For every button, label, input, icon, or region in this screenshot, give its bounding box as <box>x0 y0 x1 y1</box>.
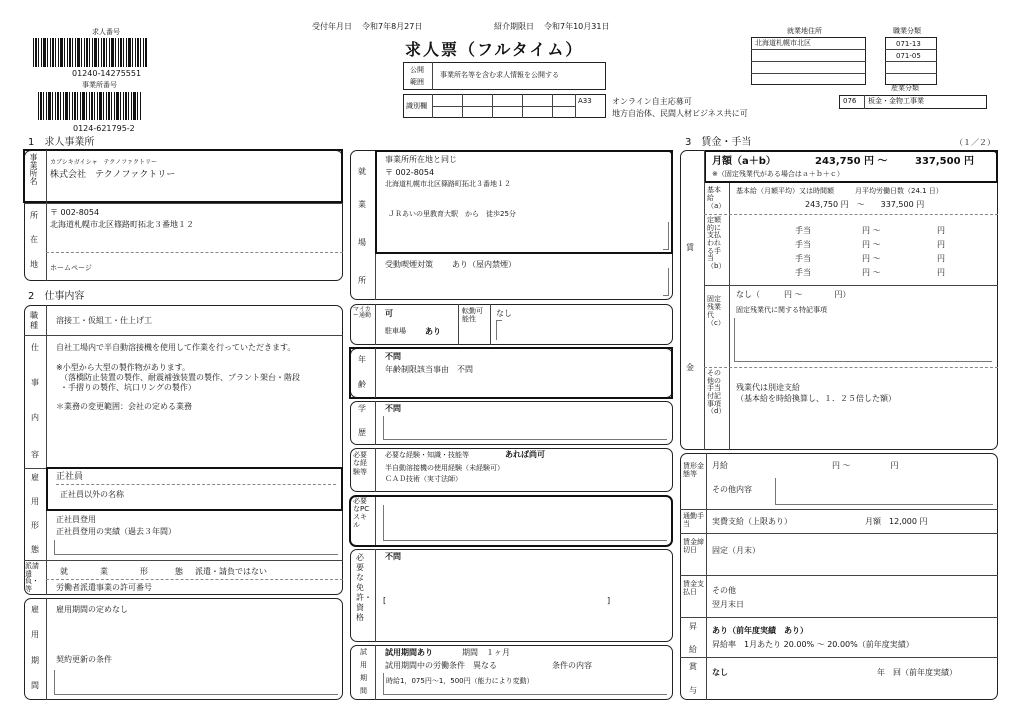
place-label-2: 業 <box>358 200 366 209</box>
trial-label-2: 用 <box>360 661 367 669</box>
trial-label-4: 間 <box>360 687 367 695</box>
raise-label-2: 給 <box>689 645 697 654</box>
allowance-2-max: 円 <box>937 240 945 249</box>
online-apply-scope: 地方自治体、民間人材ビジネス共に可 <box>612 109 748 118</box>
employment-period: 雇用期間の定めなし <box>56 605 128 614</box>
work-days: 月平均労働日数（24.1 日） <box>855 187 943 195</box>
office-postal: 〒 002-8054 <box>50 208 100 217</box>
emp-label-3: 形 <box>31 521 39 530</box>
kyujin-no-label: 求人番号 <box>92 28 120 36</box>
bonus-value: なし <box>712 668 728 677</box>
bonus-label-1: 賞 <box>689 662 697 671</box>
experience-required: あれば尚可 <box>505 450 545 459</box>
base-pay-label: 基本給（a） <box>707 186 726 211</box>
section2-title: 2 仕事内容 <box>28 291 85 302</box>
id-label: 識別欄 <box>406 102 427 110</box>
section3-title: 3 賃金・手当 <box>685 137 752 148</box>
job-class-1: 071-13 <box>896 40 921 48</box>
mycar-label: マイカー通勤 <box>353 306 372 320</box>
closing-day-label: 賃金締切日 <box>683 538 704 555</box>
age-value: 不問 <box>385 352 401 361</box>
content-label-4: 容 <box>31 450 39 459</box>
allowance-4: 手当 <box>795 268 811 277</box>
workplace-postal: 〒 002-8054 <box>385 168 435 177</box>
other-allowance-label: その他の手当付記事項（d） <box>707 369 726 416</box>
license-value: 不問 <box>385 552 401 561</box>
period-label-1: 雇 <box>31 605 39 614</box>
base-pay-desc: 基本給（月額平均）又は時間額 <box>736 187 834 195</box>
age-label-1: 年 <box>358 355 366 364</box>
emp-label-2: 用 <box>31 497 39 506</box>
bonus-label-2: 与 <box>689 686 697 695</box>
experience-label: 必要な経験等 <box>353 451 367 476</box>
received-label: 受付年月日 <box>312 22 352 31</box>
dispatch-permit: 労働者派遣事業の許可番号 <box>56 583 152 592</box>
job-class-label: 職業分類 <box>893 27 921 35</box>
other-allowance-1: 残業代は別途支給 <box>736 383 800 392</box>
job-content-3: （落橋防止装置の製作、耐震補強装置の製作、プラント架台・階段 <box>60 373 300 382</box>
office-name: 株式会社 テクノファクトリー <box>50 170 176 180</box>
license-bracket-right: ] <box>607 596 611 605</box>
place-label-4: 所 <box>358 276 366 285</box>
allowance-2: 手当 <box>795 240 811 249</box>
trial-condition: 試用期間中の労働条件 異なる <box>385 661 497 670</box>
trial-period: 期間 １ヶ月 <box>462 648 510 657</box>
experience-2: ＣＡＤ技術（実寸法師） <box>385 475 462 483</box>
age-reason: 年齢制限該当事由 不問 <box>385 365 473 374</box>
job-type: 溶接工・仮組工・仕上げ工 <box>56 316 152 325</box>
experience-heading: 必要な経験・知識・技能等 <box>385 451 469 459</box>
workplace-access: ＪＲあいの里教育大駅 から 徒歩25分 <box>388 210 516 218</box>
period-label-4: 間 <box>31 681 39 690</box>
bonus-times: 年 回（前年度実績） <box>877 668 957 677</box>
wage-form-other: その他内容 <box>712 485 752 494</box>
base-pay-value: 243,750 円 〜 337,500 円 <box>805 200 925 209</box>
transfer-value: なし <box>496 309 512 318</box>
license-table <box>350 549 673 642</box>
period-label-2: 用 <box>31 630 39 639</box>
overtime-fixed-label: 固定残業代（c） <box>707 295 725 328</box>
commute-value: 実費支給（上限あり） <box>712 517 792 526</box>
wage-label-2: 金 <box>686 363 694 372</box>
emp-label-1: 雇 <box>31 473 39 482</box>
trial-wage: 時給1，075円～1，500円（能力により変動） <box>386 677 534 685</box>
monthly-label: 月額（a＋b） <box>712 156 776 167</box>
employment-other: 正社員以外の名称 <box>60 490 124 499</box>
job-class-2: 071-05 <box>896 52 921 60</box>
work-location: 北海道札幌市北区 <box>755 39 811 47</box>
workplace-highlight <box>375 150 673 254</box>
wage-table <box>680 150 998 450</box>
address-label-2: 在 <box>30 235 38 244</box>
industry-label: 産業分類 <box>891 84 919 92</box>
workplace-address: 北海道札幌市北区篠路町拓北３番地１２ <box>385 180 511 188</box>
trial-condition-detail-label: 条件の内容 <box>552 661 592 670</box>
place-label-1: 就 <box>358 167 366 176</box>
commute-amount: 月額 12,000 円 <box>865 517 928 526</box>
content-label-2: 事 <box>31 378 39 387</box>
page-title: 求人票（フルタイム） <box>405 40 584 59</box>
dispatch-col-1: 就 <box>60 567 68 576</box>
dispatch-col-3: 形 <box>140 567 148 576</box>
office-address: 北海道札幌市北区篠路町拓北３番地１２ <box>50 220 194 229</box>
trial-exists: 試用期間あり <box>385 648 433 657</box>
allowance-1: 手当 <box>795 226 811 235</box>
overtime-fixed-note: 固定残業代に関する特記事項 <box>736 306 827 314</box>
regular-conversion-record: 正社員登用の実績（過去３年間） <box>56 527 176 536</box>
public-label-2: 範囲 <box>410 78 424 86</box>
monthly-max: 337,500 円 <box>915 156 975 167</box>
period-label-3: 期 <box>31 656 39 665</box>
address-label-1: 所 <box>30 211 38 220</box>
received-date: 令和7年8月27日 <box>362 22 423 31</box>
age-label-2: 齢 <box>358 380 366 389</box>
office-no: 0124-621795-2 <box>73 124 135 133</box>
raise-value: あり（前年度実績 あり） <box>712 626 808 635</box>
commute-label: 通勤手当 <box>683 512 704 529</box>
industry-name: 板金・金物工事業 <box>868 97 924 105</box>
monthly-min: 243,750 円 〜 <box>815 156 888 167</box>
kyujin-no: 01240-14275551 <box>72 69 142 78</box>
employment-type: 正社員 <box>56 472 84 482</box>
section1-title: 1 求人事業所 <box>28 137 95 148</box>
deadline-label: 紹介期限日 <box>494 22 534 31</box>
wage-form-monthly: 月給 <box>712 461 728 470</box>
office-name-kana: カブシキガイシャ テクノファクトリー <box>50 159 157 166</box>
allowance-2-range: 円 〜 <box>862 240 881 249</box>
allowance-3-max: 円 <box>937 254 945 263</box>
trial-label-3: 期 <box>360 674 367 682</box>
employment-type-highlight <box>46 467 343 511</box>
work-location-label: 就業地住所 <box>787 27 822 35</box>
job-content-2: ※小型から大型の製作物があります。 <box>56 363 191 372</box>
allowance-3-range: 円 〜 <box>862 254 881 263</box>
other-allowance-2: （基本給を時給換算し、１．２５倍した額） <box>736 394 896 403</box>
monthly-note: ※（固定残業代がある場合はａ＋ｂ＋ｃ） <box>712 170 844 178</box>
regular-conversion: 正社員登用 <box>56 515 96 524</box>
allowance-1-range: 円 〜 <box>862 226 881 235</box>
office-no-label: 事業所番号 <box>82 81 117 89</box>
overtime-fixed-value: なし（ 円 〜 円） <box>736 290 851 299</box>
kyujin-barcode <box>33 38 147 67</box>
online-apply: オンライン自主応募可 <box>612 97 692 106</box>
parking-label: 駐車場 <box>385 327 406 335</box>
content-label-1: 仕 <box>31 343 39 352</box>
job-content-5: ＊業務の変更範囲：会社の定める業務 <box>56 402 192 411</box>
payday-1: その他 <box>712 586 736 595</box>
job-content-4: ・手摺りの製作、坑口リングの製作） <box>60 383 196 392</box>
office-name-label: 事業所名 <box>29 153 38 185</box>
dispatch-col-4: 態 <box>175 567 183 576</box>
dispatch-label: 派請遣負・等 <box>25 562 39 594</box>
emp-label-4: 態 <box>31 545 39 554</box>
fixed-allowance-label: 定額的に支払われる手当（b） <box>707 216 726 271</box>
parking-value: あり <box>425 327 441 336</box>
transfer-label: 転勤可能性 <box>462 307 483 324</box>
raise-rate: 昇給率 1月あたり 20.00% 〜 20.00%（前年度実績） <box>712 640 914 649</box>
public-value: 事業所名等を含む求人情報を公開する <box>440 71 559 79</box>
edu-label-2: 歴 <box>358 428 366 437</box>
closing-day-value: 固定（月末） <box>712 546 760 555</box>
experience-1: 半自動溶接機の使用経験（未経験可） <box>385 464 504 472</box>
wage-form-label: 賃形金態等 <box>683 462 704 479</box>
page-number: （１／２） <box>955 138 995 147</box>
homepage-label[interactable]: ホームページ <box>50 264 92 272</box>
job-label: 職種 <box>30 311 38 330</box>
allowance-1-max: 円 <box>937 226 945 235</box>
allowance-4-max: 円 <box>937 268 945 277</box>
industry-code: 076 <box>843 97 857 105</box>
raise-label-1: 昇 <box>689 622 697 631</box>
edu-label-1: 学 <box>358 404 366 413</box>
public-label-1: 公開 <box>410 66 424 74</box>
workplace-1: 事業所所在地と同じ <box>385 155 457 164</box>
deadline-date: 令和7年10月31日 <box>544 22 610 31</box>
renewal-condition: 契約更新の条件 <box>56 655 112 664</box>
trial-label-1: 試 <box>360 648 367 656</box>
office-barcode <box>38 92 142 120</box>
allowance-4-range: 円 〜 <box>862 268 881 277</box>
dispatch-value: 派遣・請負ではない <box>195 567 267 576</box>
smoke-label: 受動喫煙対策 <box>385 260 433 269</box>
education-value: 不問 <box>385 404 401 413</box>
payday-2: 翌月末日 <box>712 600 744 609</box>
license-label: 必要な免許・資格 <box>356 553 372 622</box>
content-label-3: 内 <box>31 413 39 422</box>
wage-label-1: 賃 <box>686 243 694 252</box>
address-label-3: 地 <box>30 260 38 269</box>
dispatch-col-2: 業 <box>100 567 108 576</box>
place-label-3: 場 <box>358 238 366 247</box>
smoke-value: あり（屋内禁煙） <box>452 260 516 269</box>
payday-label: 賃金支払日 <box>683 580 704 597</box>
wage-form-range: 円 〜 円 <box>832 461 899 470</box>
pc-skill-label: 必要なPCスキル <box>353 497 370 530</box>
allowance-3: 手当 <box>795 254 811 263</box>
license-bracket-left: [ <box>383 596 387 605</box>
mycar-value: 可 <box>385 309 393 318</box>
job-content-1: 自社工場内で半自動溶接機を使用して作業を行っていただきます。 <box>56 343 296 352</box>
id-code: A33 <box>578 97 592 105</box>
